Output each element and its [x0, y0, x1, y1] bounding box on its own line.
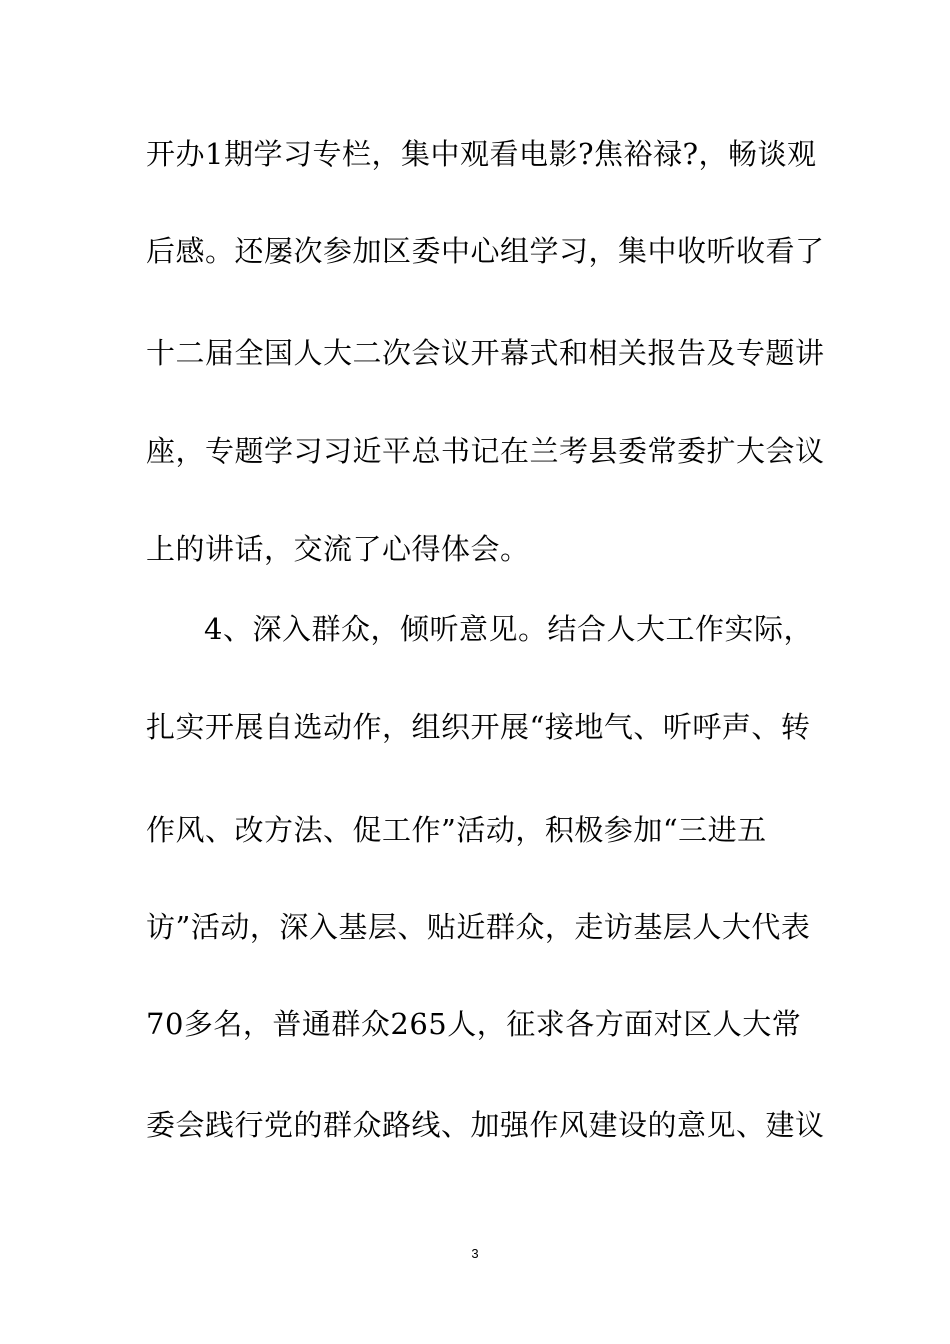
text-line: 访”活动，深入基层、贴近群众，走访基层人大代表 [146, 910, 811, 944]
text-line: 扎实开展自选动作，组织开展“接地气、听呼声、转 [146, 710, 811, 744]
text-line: 后感。还屡次参加区委中心组学习，集中收听收看了 [146, 234, 825, 268]
text-line: 十二届全国人大二次会议开幕式和相关报告及专题讲 [146, 336, 825, 370]
paragraph-start-line: 4、深入群众，倾听意见。结合人大工作实际， [204, 612, 813, 646]
text-line: 作风、改方法、促工作”活动，积极参加“三进五 [146, 813, 767, 847]
text-line: 委会践行党的群众路线、加强作风建设的意见、建议 [146, 1108, 825, 1142]
text-line: 座，专题学习习近平总书记在兰考县委常委扩大会议 [146, 434, 825, 468]
text-line: 开办1期学习专栏，集中观看电影?焦裕禄?，畅谈观 [146, 137, 817, 171]
text-line: 70多名，普通群众265人，征求各方面对区人大常 [146, 1007, 802, 1041]
text-line: 上的讲话，交流了心得体会。 [146, 532, 530, 566]
page-number: 3 [471, 1246, 479, 1261]
